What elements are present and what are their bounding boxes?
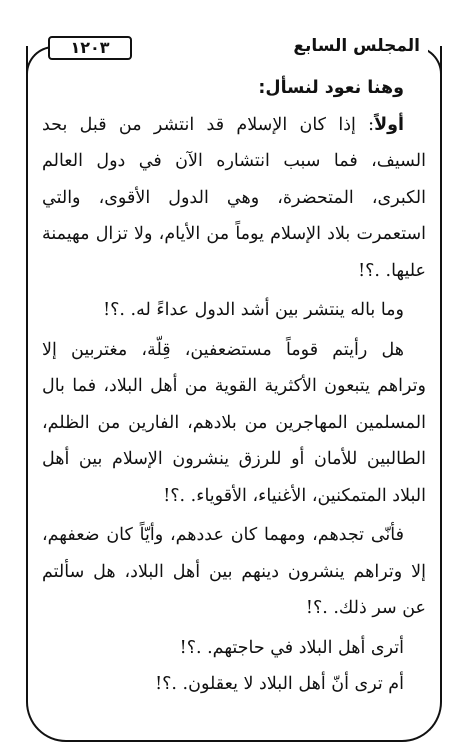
point-lead-word: أولاً <box>374 114 404 135</box>
paragraph-1-text: : إذا كان الإسلام قد انتشر من قبل بحد السيف، فما سبب انتشاره الآن في دول العالم الكبرى، المتحضرة، وهي الدول الأقوى، والتي استعمرت بلاد الإسلام يوماً من الأيام، ولا تزال مهيمنة عليها. .؟! <box>42 114 426 281</box>
paragraph-2: وما باله ينتشر بين أشد الدول عداءً له. .؟! <box>103 300 404 320</box>
paragraph-6: أم ترى أنّ أهل البلاد لا يعقلون. .؟! <box>155 674 404 694</box>
section-heading: وهنا نعود لنسأل: <box>258 78 404 98</box>
paragraph-3: هل رأيتم قوماً مستضعفين، قِلّة، مغتربين إلا وتراهم يتبعون الأكثرية القوية من أهل البلاد، فما بال المسلمين المهاجرين من بلادهم، الفارين من الظلم، الطالبين للأمان أو للرزق ينشرون الإسلام بين أهل البلاد المتمكنين، الأغنياء، الأقوياء. .؟! <box>42 339 426 506</box>
paragraph-5: أترى أهل البلاد في حاجتهم. .؟! <box>179 637 404 658</box>
page-number: ١٢٠٣ <box>48 36 132 60</box>
chapter-title: المجلس السابع <box>285 36 428 56</box>
paragraph-1 <box>42 107 426 290</box>
page-body <box>42 70 426 703</box>
paragraph-4: فأنّى تجدهم، ومهما كان عددهم، وأيّاً كان ضعفهم، إلا وتراهم ينشرون دينهم بين أهل البلاد، هل سألتم عن سر ذلك. .؟! <box>42 525 426 618</box>
